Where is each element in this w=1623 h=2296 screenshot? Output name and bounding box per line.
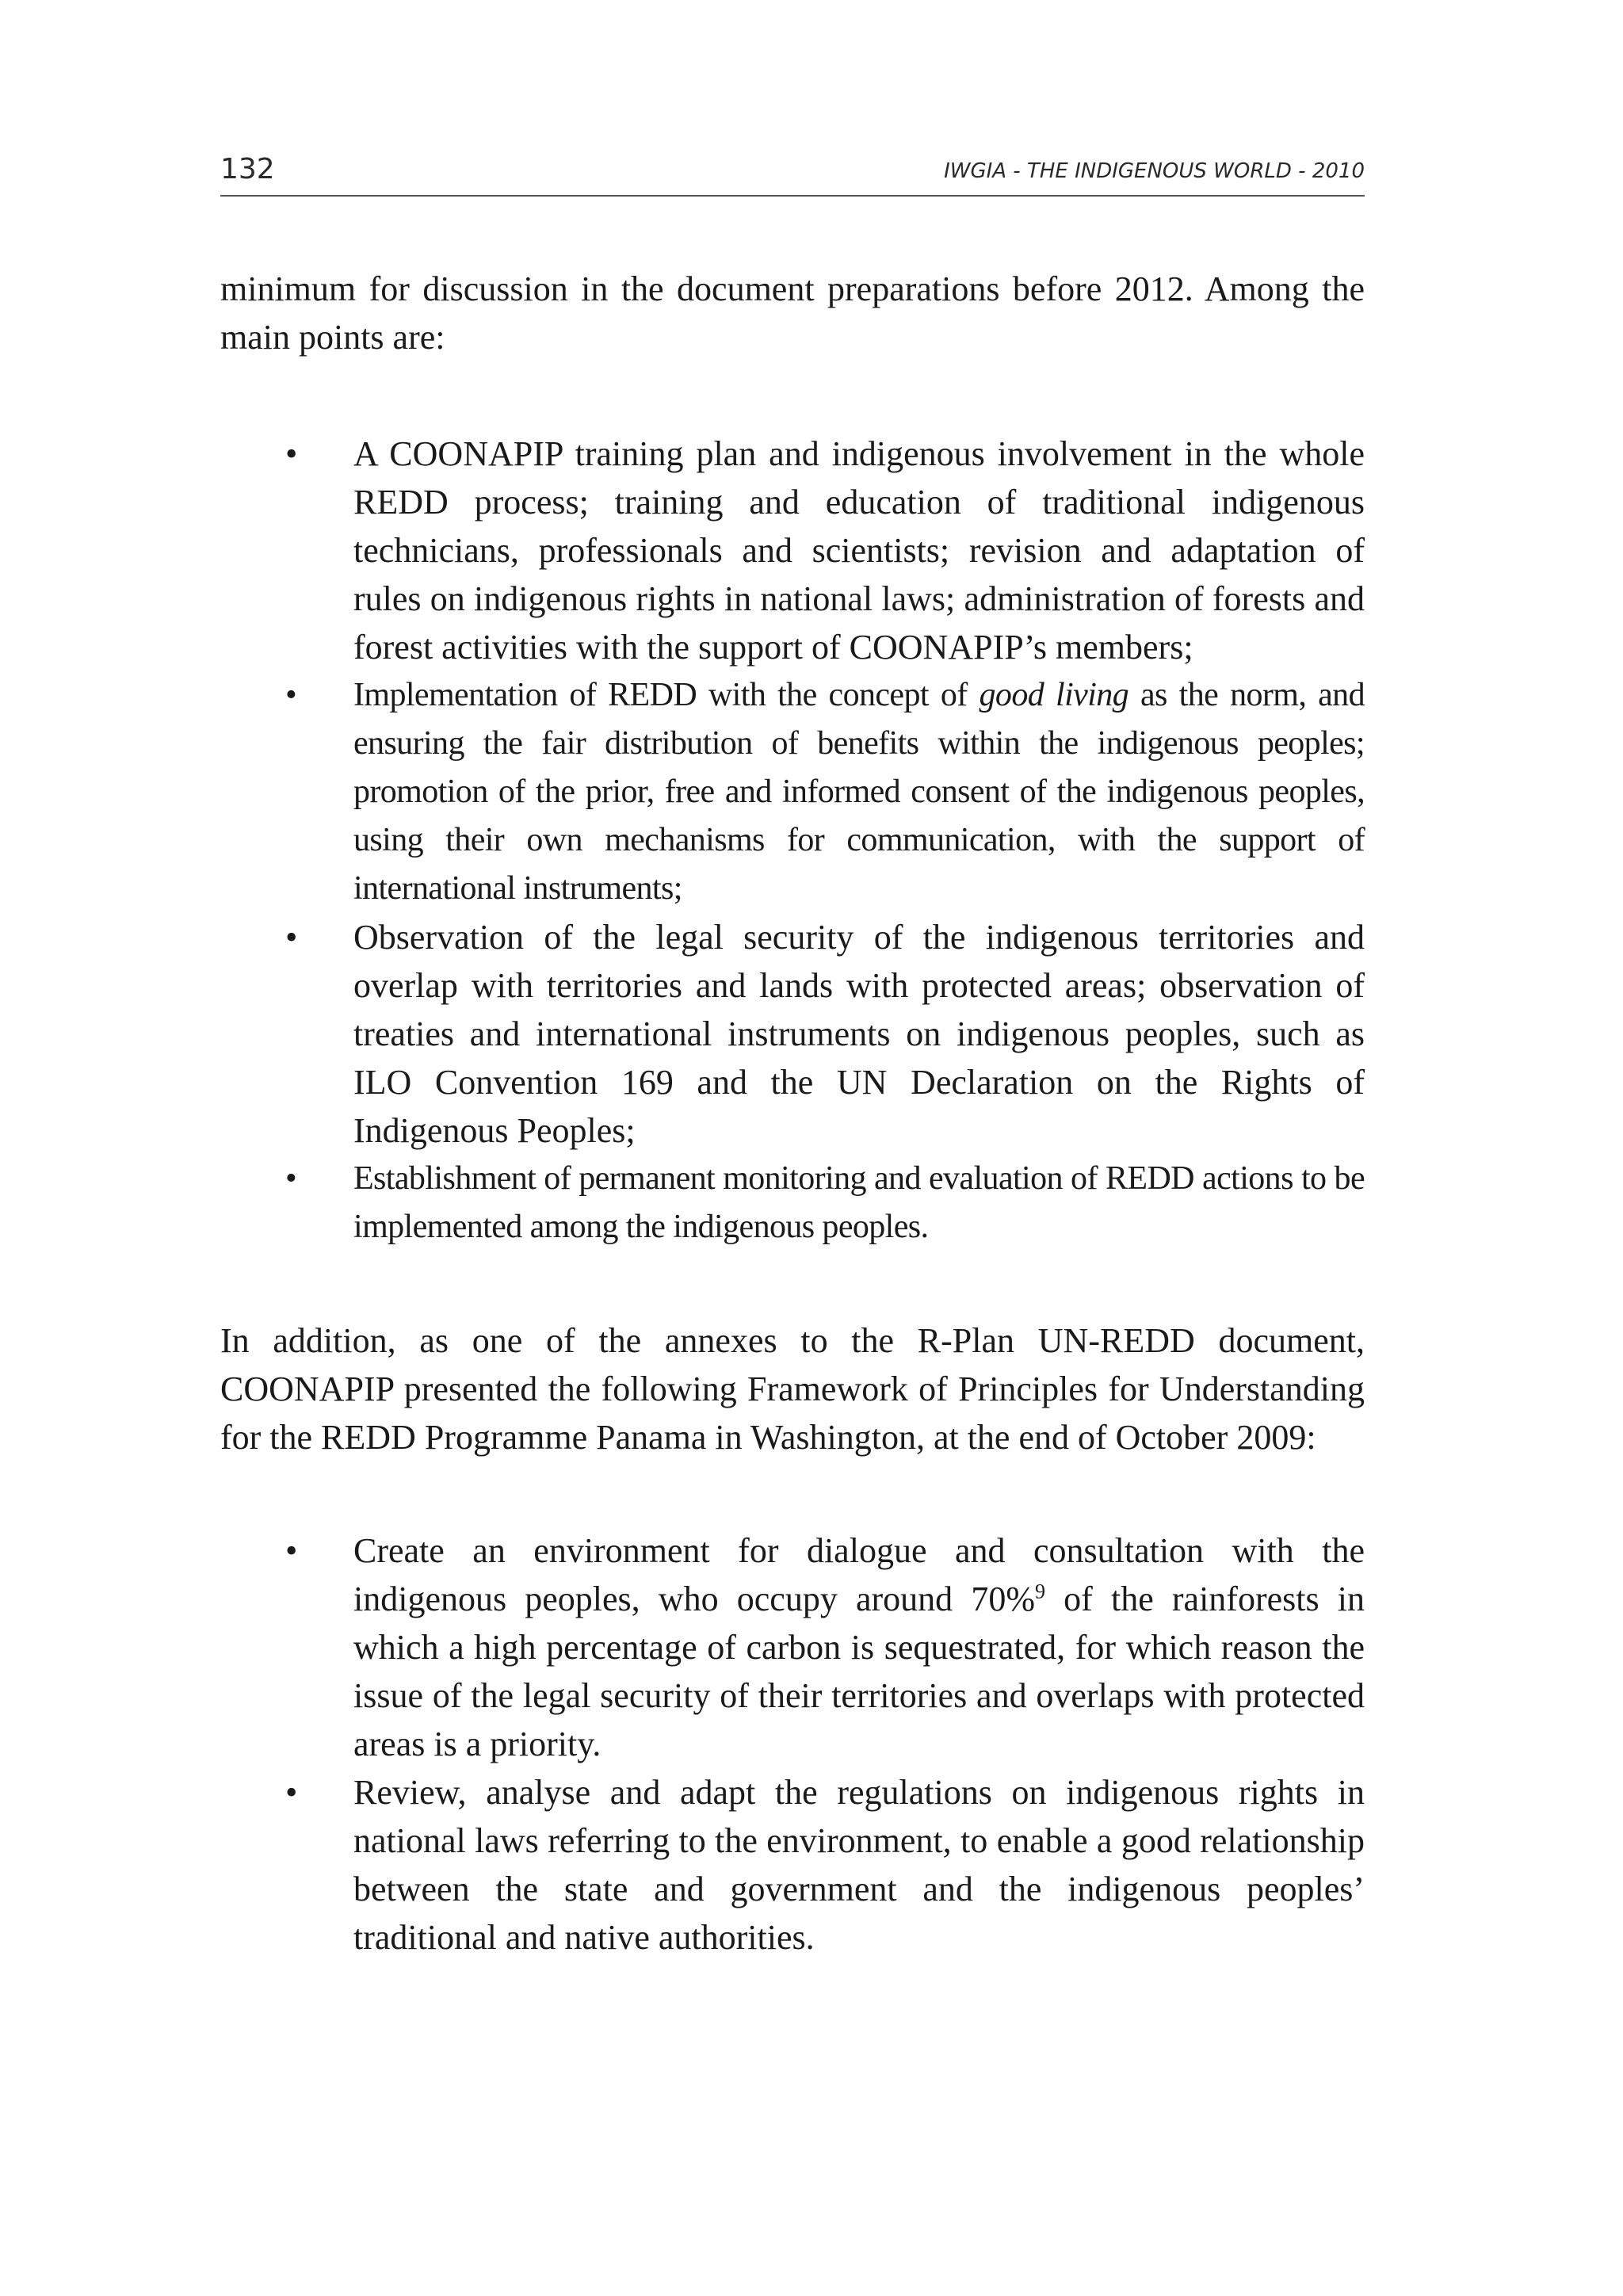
- list-item: [220, 1768, 1365, 1962]
- list-item-text: A COONAPIP training plan and indigenous involvement in the whole REDD process; training and education of traditional indigenous technicians, professionals and scientists; revision and adaptation of rules on indigenous rights in national laws; administration of forests and forest activities with the support of COONAPIP’s members;: [353, 434, 1365, 667]
- bullet-icon: •: [285, 434, 298, 473]
- list-item-text: as the norm, and ensuring the fair distribution of benefits within the indigenous peoples; promotion of the prior, free and informed consent of the indigenous peoples, using their own mechanisms for communication, with the support of international instruments;: [353, 677, 1365, 907]
- bullet-icon: •: [285, 918, 298, 957]
- list-item: [220, 1526, 1365, 1768]
- list-item: [220, 430, 1365, 671]
- emphasis-text: good living: [979, 677, 1129, 713]
- bullet-icon: •: [285, 677, 297, 713]
- list-item: [220, 671, 1365, 913]
- list-item-text: Review, analyse and adapt the regulations on indigenous rights in national laws referring to the environment, to enable a good relationship between the state and government and the indigenous peoples’ traditional and native authorities.: [353, 1773, 1365, 1957]
- bullet-icon: •: [285, 1773, 298, 1812]
- list-item: [220, 913, 1365, 1155]
- principles-list: [220, 1526, 1365, 1962]
- framework-paragraph: In addition, as one of the annexes to the R-Plan UN-REDD document, COONAPIP presented the following Framework of Principles for Understanding for the REDD Programme Panama in Washington, at the end of October 2009:: [220, 1321, 1365, 1457]
- page-number: 132: [220, 153, 275, 185]
- running-title: IWGIA - THE INDIGENOUS WORLD - 2010: [944, 159, 1365, 183]
- list-item-text: Observation of the legal security of the indigenous territories and overlap with territories and lands with protected areas; observation of treaties and international instruments on indigenous peoples, such as ILO Convention 169 and the UN Declaration on the Rights of Indigenous Peoples;: [353, 918, 1365, 1150]
- footnote-reference: 9: [1035, 1580, 1045, 1603]
- page-body: [220, 265, 1365, 1962]
- list-item-text: Implementation of REDD with the concept of: [353, 677, 980, 713]
- intro-paragraph: minimum for discussion in the document preparations before 2012. Among the main points are:: [220, 269, 1365, 357]
- list-item-text: Establishment of permanent monitoring and evaluation of REDD actions to be implemented among the indigenous peoples.: [353, 1160, 1365, 1245]
- list-item: [220, 1155, 1365, 1251]
- page-header: [220, 152, 1365, 197]
- bullet-icon: •: [285, 1160, 297, 1197]
- bullet-icon: •: [285, 1531, 298, 1570]
- main-points-list: [220, 430, 1365, 1251]
- list-item-text: of the rainforests in which a high percentage of carbon is sequestrated, for which reason the issue of the legal security of their territories and overlaps with protected areas is a priority.: [353, 1580, 1365, 1763]
- list-item-text: Create an environment for dialogue and consultation with the indigenous peoples, who occupy around 70%: [353, 1531, 1365, 1618]
